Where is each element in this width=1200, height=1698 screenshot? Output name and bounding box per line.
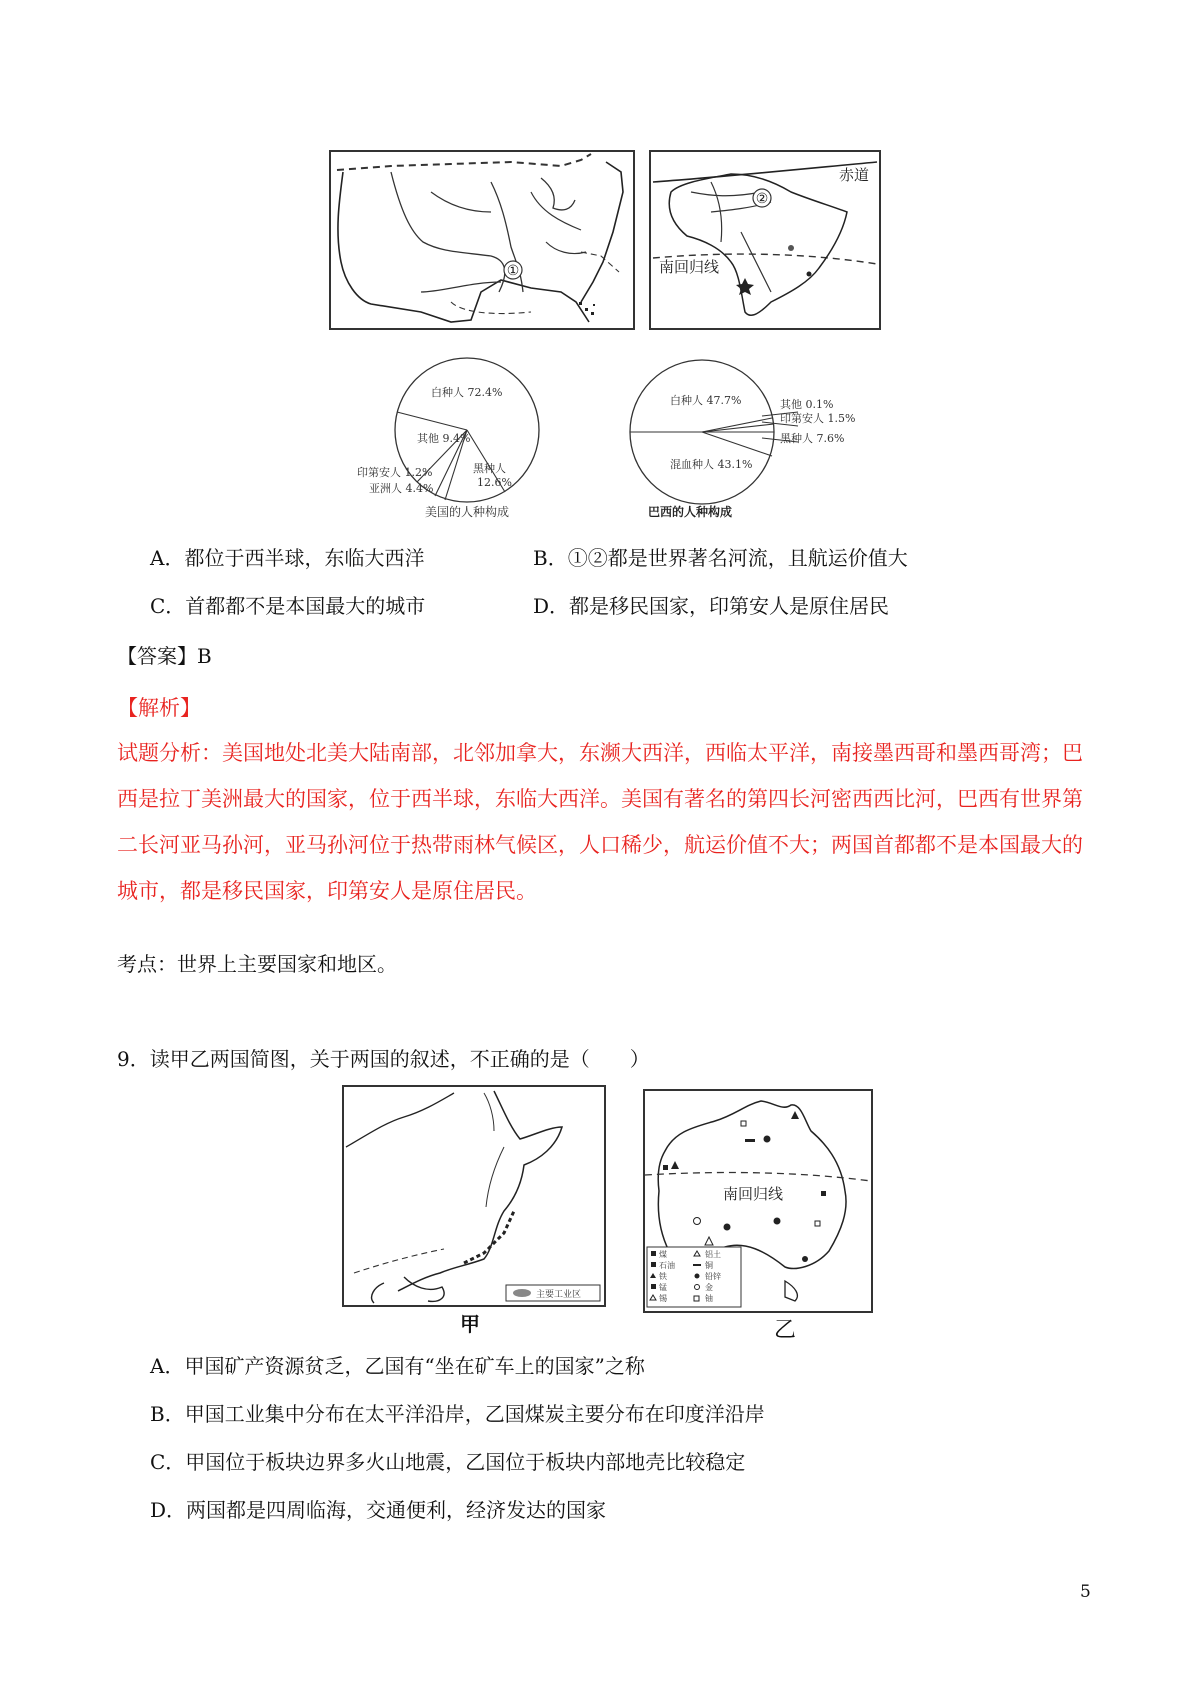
- q8-analysis-title: 【解析】: [117, 696, 201, 720]
- usa-river-marker: ①: [506, 263, 520, 279]
- usa-map-drawing: [331, 152, 633, 328]
- q9-question: 9．读甲乙两国简图，关于两国的叙述，不正确的是（ ）: [117, 1047, 650, 1071]
- legend-gold: 金: [705, 1283, 713, 1292]
- brazil-river-marker: ②: [755, 191, 769, 207]
- brazil-pie-label-white: 白种人 47.7%: [670, 394, 742, 407]
- legend-manganese: 锰: [659, 1283, 667, 1292]
- q8-option-a: A．都位于西半球，东临大西洋: [150, 546, 425, 570]
- q8-analysis-line-2: 西是拉丁美洲最大的国家，位于西半球，东临大西洋。美国有著名的第四长河密西西比河，巴西有世界第: [117, 787, 1083, 811]
- legend-copper: 铜: [705, 1261, 713, 1270]
- q9-option-d: D．两国都是四周临海，交通便利，经济发达的国家: [150, 1498, 607, 1522]
- australia-map-drawing: [645, 1091, 871, 1311]
- japan-map-label: 甲: [460, 1312, 480, 1336]
- page-number: 5: [1080, 1582, 1091, 1602]
- q9-option-a: A．甲国矿产资源贫乏，乙国有“坐在矿车上的国家”之称: [150, 1354, 645, 1378]
- legend-oil: 石油: [659, 1261, 675, 1270]
- q9-option-b: B．甲国工业集中分布在太平洋沿岸，乙国煤炭主要分布在印度洋沿岸: [150, 1402, 765, 1426]
- brazil-pie-label-mixed: 混血种人 43.1%: [670, 458, 753, 471]
- usa-pie-label-indian: 印第安人 1.2%: [357, 466, 433, 479]
- q8-option-c: C．首都都不是本国最大的城市: [150, 594, 426, 618]
- australia-tropic-label: 南回归线: [723, 1185, 784, 1203]
- australia-map-label: 乙: [774, 1318, 797, 1343]
- q8-kaodian: 考点：世界上主要国家和地区。: [117, 952, 397, 976]
- brazil-map-drawing: [651, 152, 879, 328]
- usa-pie-label-asian: 亚洲人 4.4%: [369, 482, 434, 495]
- usa-pie-label-black-value: 12.6%: [477, 476, 512, 489]
- q8-analysis-line-3: 二长河亚马孙河，亚马孙河位于热带雨林气候区，人口稀少，航运价值不大；两国首都都不是本国最大的: [117, 833, 1083, 857]
- usa-pie-label-other: 其他 9.4%: [417, 432, 471, 445]
- usa-pie-label-black: 黑种人: [473, 462, 506, 475]
- usa-pie-caption: 美国的人种构成: [425, 505, 510, 519]
- usa-map: [329, 150, 635, 330]
- q8-option-d: D．都是移民国家，印第安人是原住居民: [533, 594, 890, 618]
- q8-answer: 【答案】B: [117, 644, 212, 668]
- equator-label: 赤道: [838, 166, 869, 184]
- legend-tin: 锡: [659, 1294, 667, 1303]
- brazil-pie-caption: 巴西的人种构成: [648, 505, 733, 519]
- usa-pie-label-white: 白种人 72.4%: [431, 386, 503, 399]
- brazil-pie-label-other: 其他 0.1%: [780, 398, 834, 411]
- q8-analysis-line-1: 试题分析：美国地处北美大陆南部，北邻加拿大，东濒大西洋，西临太平洋，南接墨西哥和墨西哥湾；巴: [117, 741, 1083, 765]
- legend-bauxite: 铝土: [705, 1250, 721, 1259]
- legend-uranium: 铀: [705, 1294, 713, 1303]
- japan-map: [342, 1085, 606, 1307]
- legend-lead-zinc: 铅锌: [705, 1272, 721, 1281]
- brazil-pie-label-black: 黑种人 7.6%: [780, 432, 845, 445]
- japan-legend-label: 主要工业区: [536, 1290, 582, 1300]
- australia-map: [643, 1089, 873, 1313]
- brazil-pie-drawing: [612, 356, 862, 526]
- brazil-map: [649, 150, 881, 330]
- q8-analysis-line-4: 城市，都是移民国家，印第安人是原住居民。: [117, 879, 537, 903]
- brazil-pie-label-indian: 印第安人 1.5%: [780, 412, 856, 425]
- tropic-label: 南回归线: [659, 258, 720, 276]
- legend-coal: 煤: [659, 1250, 667, 1259]
- legend-iron: 铁: [659, 1272, 667, 1281]
- usa-pie-chart: [355, 356, 575, 526]
- q8-analysis-body: [117, 730, 1105, 914]
- q8-option-b: B．①②都是世界著名河流，且航运价值大: [533, 546, 908, 570]
- brazil-pie-chart: [612, 356, 862, 526]
- q9-option-c: C．甲国位于板块边界多火山地震，乙国位于板块内部地壳比较稳定: [150, 1450, 746, 1474]
- japan-map-drawing: [344, 1087, 604, 1305]
- usa-pie-drawing: [355, 356, 575, 526]
